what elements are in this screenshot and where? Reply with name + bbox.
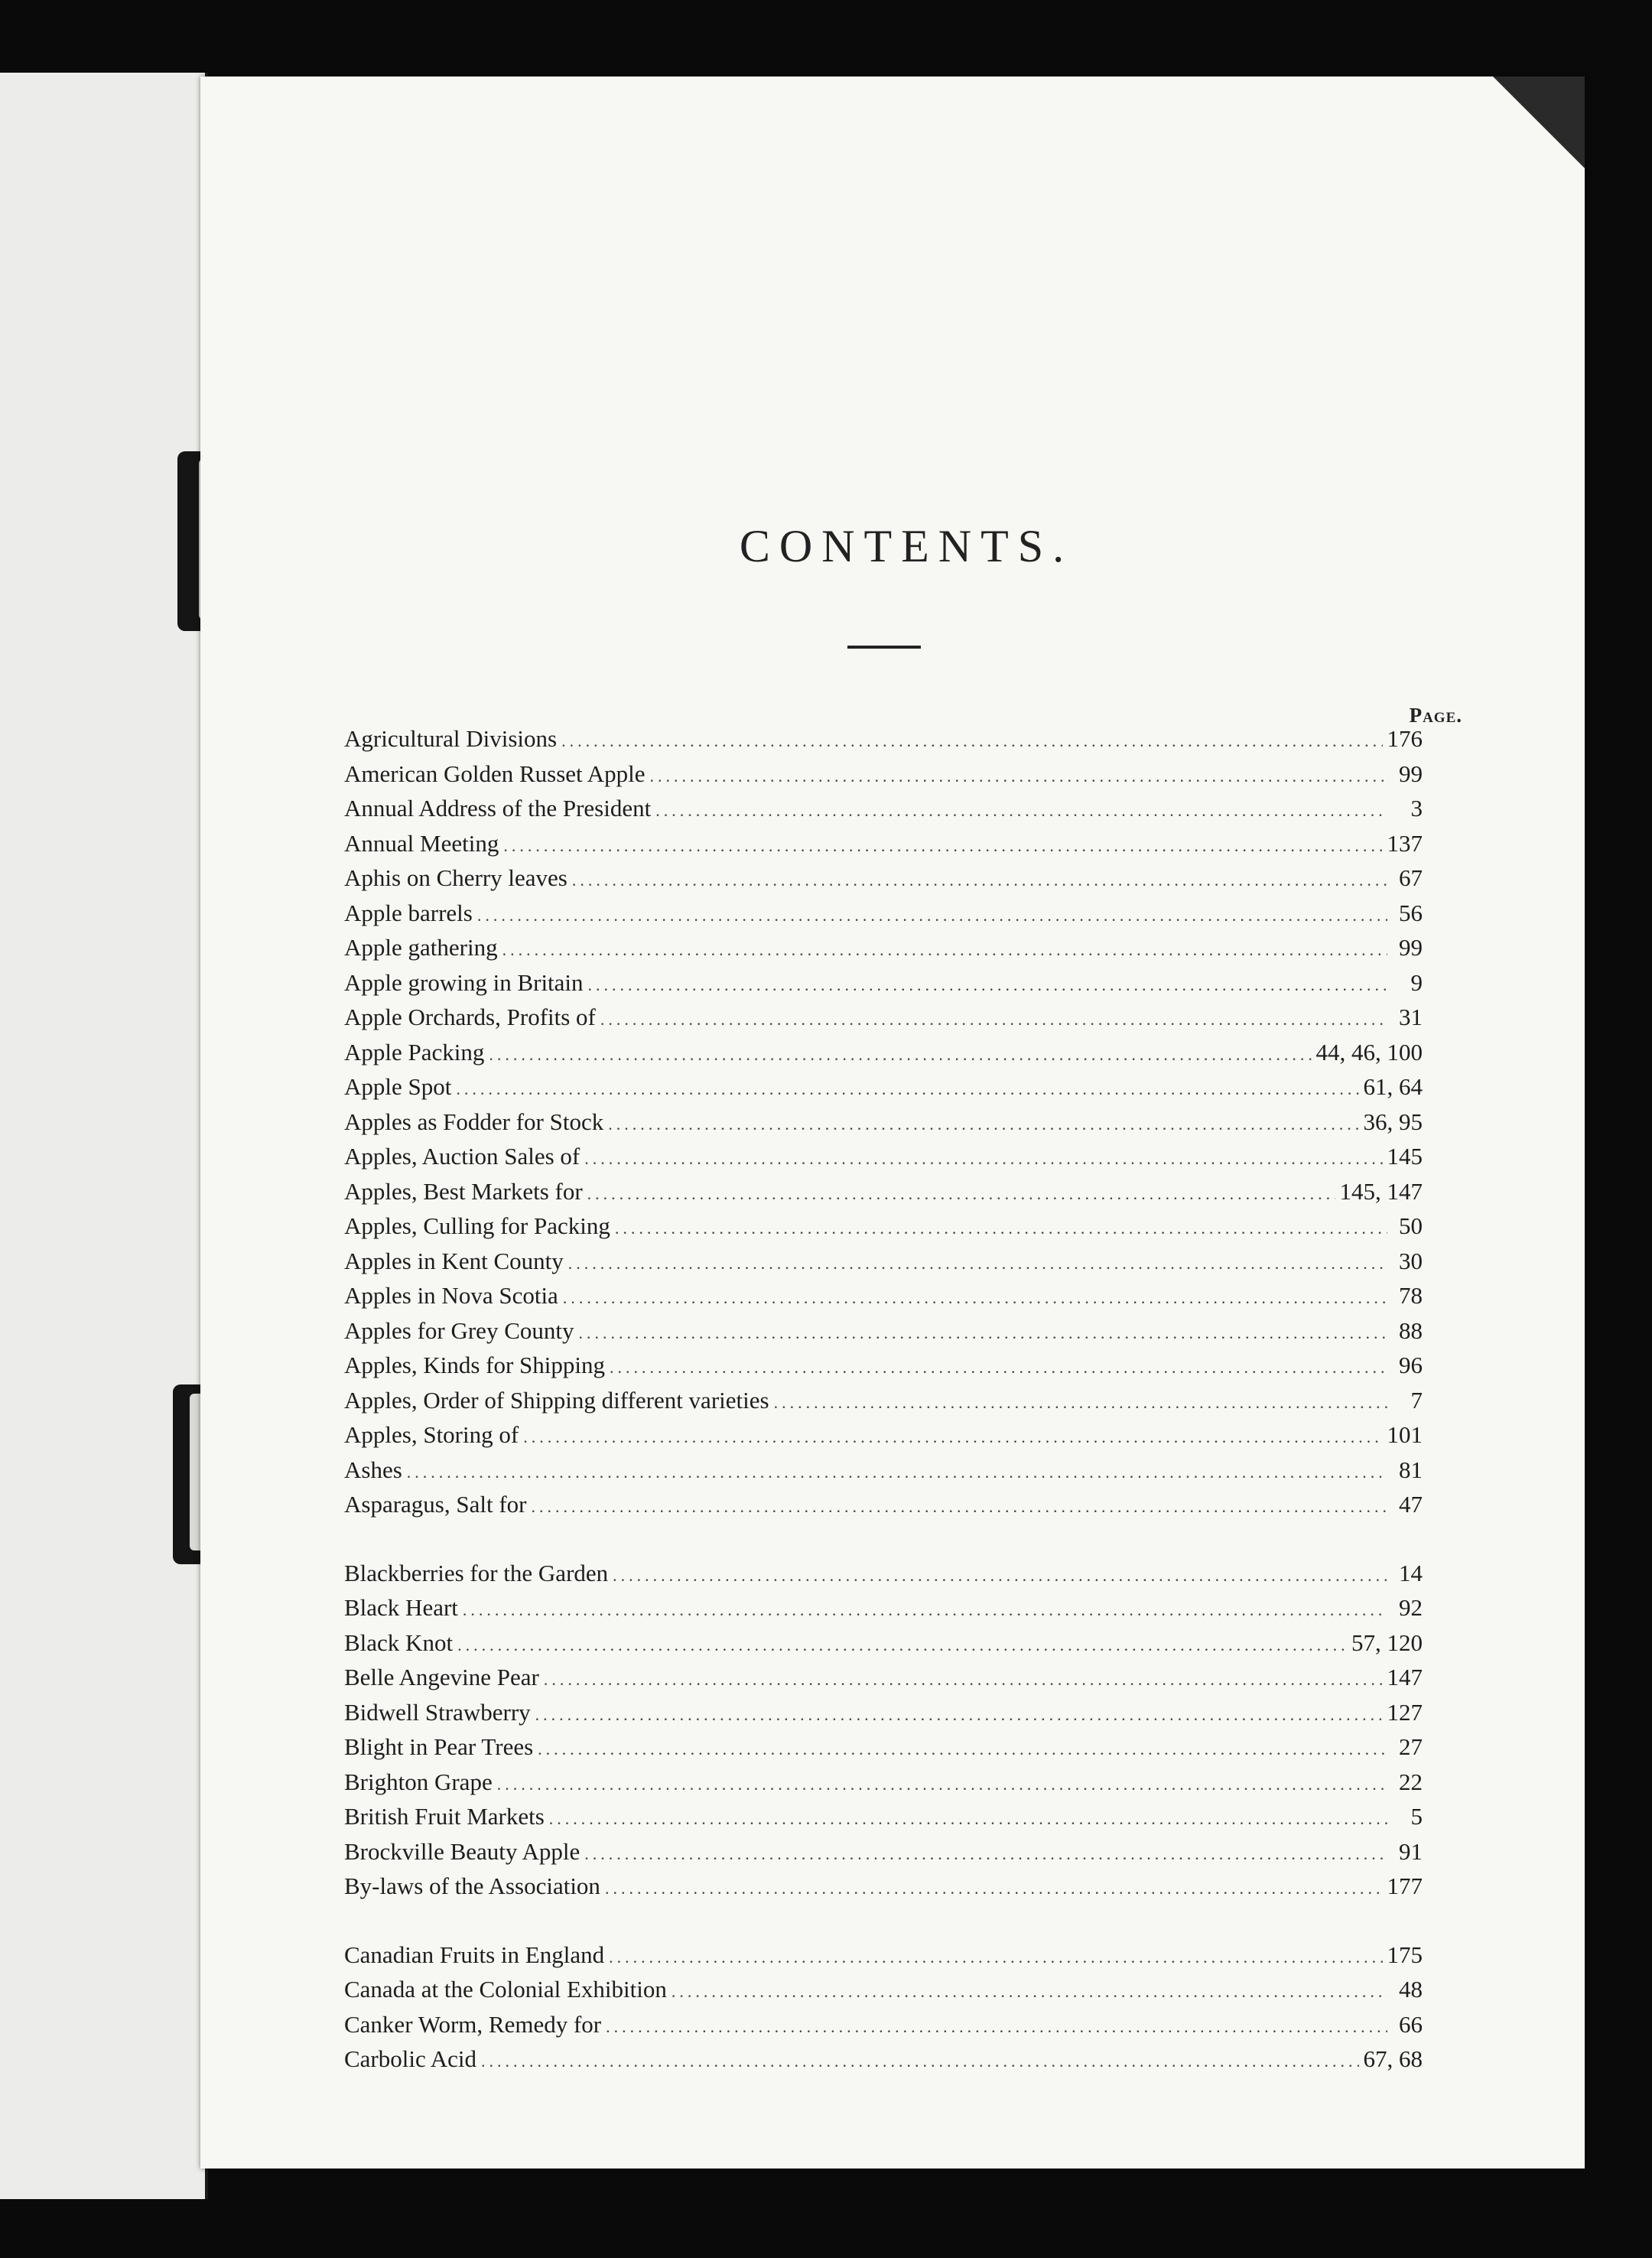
contents-entry	[344, 969, 1423, 1004]
dot-leader	[407, 1462, 1387, 1482]
contents-entry	[344, 1248, 1423, 1283]
entry-label: Apple gathering	[344, 934, 498, 961]
contents-entry	[344, 1178, 1423, 1213]
entry-label: Canada at the Colonial Exhibition	[344, 1976, 667, 2003]
facing-page-edge	[0, 73, 208, 2199]
entry-label: Ashes	[344, 1456, 402, 1483]
dot-leader	[608, 1114, 1358, 1134]
entry-page-number: 99	[1399, 760, 1423, 787]
entry-page-number: 57, 120	[1351, 1628, 1423, 1656]
entry-label: Canker Worm, Remedy for	[344, 2010, 602, 2038]
contents-group	[344, 1941, 1423, 2081]
dot-leader	[587, 1184, 1335, 1204]
entry-label: Apples, Auction Sales of	[344, 1143, 580, 1170]
entry-label: Annual Meeting	[344, 829, 499, 857]
contents-entry	[344, 1976, 1423, 2011]
contents-entry	[344, 795, 1423, 830]
entry-page-number: 101	[1387, 1421, 1423, 1448]
contents-entry	[344, 1594, 1423, 1629]
contents-entry	[344, 2011, 1423, 2046]
dot-leader	[615, 1218, 1387, 1238]
dot-leader	[572, 870, 1387, 890]
entry-page-number: 50	[1399, 1212, 1423, 1239]
contents-entry	[344, 1941, 1423, 1977]
entry-page-number: 81	[1399, 1456, 1423, 1483]
dot-leader	[606, 2017, 1387, 2037]
document-page	[200, 76, 1585, 2169]
dot-leader	[523, 1427, 1382, 1447]
contents-entry	[344, 760, 1423, 796]
entry-page-number: 48	[1399, 1976, 1423, 2003]
contents-entry	[344, 1733, 1423, 1768]
dot-leader	[605, 1879, 1383, 1898]
entry-page-number: 30	[1399, 1247, 1423, 1274]
entry-label: Apple Packing	[344, 1038, 485, 1066]
entry-page-number: 176	[1387, 725, 1423, 752]
contents-entry	[344, 1560, 1423, 1595]
entry-page-number: 66	[1399, 2010, 1423, 2038]
dot-leader	[672, 1982, 1387, 2002]
contents-entry	[344, 1699, 1423, 1734]
dot-leader	[481, 2051, 1358, 2071]
contents-entry	[344, 1803, 1423, 1838]
dot-leader	[463, 1600, 1387, 1620]
entry-label: Bidwell Strawberry	[344, 1698, 531, 1726]
entry-label: Canadian Fruits in England	[344, 1941, 605, 1968]
entry-label: Apples, Kinds for Shipping	[344, 1352, 605, 1378]
entry-label: Brockville Beauty Apple	[344, 1837, 580, 1865]
contents-entry	[344, 1838, 1423, 1873]
page-corner-shadow	[1493, 76, 1585, 168]
dot-leader	[774, 1393, 1387, 1413]
entry-label: By-laws of the Association	[344, 1872, 600, 1899]
entry-page-number: 88	[1399, 1316, 1423, 1344]
entry-page-number: 5	[1410, 1803, 1423, 1830]
contents-entry	[344, 1212, 1423, 1248]
entry-page-number: 92	[1399, 1594, 1423, 1621]
entry-label: Apples in Nova Scotia	[344, 1282, 558, 1309]
entry-label: Apples for Grey County	[344, 1316, 574, 1344]
entry-page-number: 127	[1387, 1698, 1423, 1726]
contents-group	[344, 725, 1423, 1526]
entry-label: Blackberries for the Garden	[344, 1559, 609, 1586]
dot-leader	[578, 1323, 1387, 1343]
entry-page-number: 44, 46, 100	[1315, 1038, 1423, 1066]
entry-label: British Fruit Markets	[344, 1803, 545, 1830]
entry-page-number: 7	[1410, 1386, 1423, 1414]
entry-label: Apples in Kent County	[344, 1247, 564, 1274]
contents-entry	[344, 900, 1423, 935]
entry-label: Apples, Culling for Packing	[344, 1212, 610, 1239]
entry-label: Brighton Grape	[344, 1768, 493, 1795]
contents-entry	[344, 1352, 1423, 1387]
dot-leader	[538, 1739, 1387, 1759]
entry-label: Blight in Pear Trees	[344, 1733, 534, 1760]
entry-label: Apple barrels	[344, 899, 473, 926]
entry-label: American Golden Russet Apple	[344, 760, 646, 787]
contents-entry	[344, 934, 1423, 969]
contents-entry	[344, 1387, 1423, 1422]
contents-entry	[344, 1317, 1423, 1352]
entry-page-number: 31	[1399, 1004, 1423, 1030]
entry-label: Apple growing in Britain	[344, 968, 584, 996]
contents-entry	[344, 1282, 1423, 1317]
page-title: CONTENTS.	[739, 521, 1074, 571]
dot-leader	[549, 1809, 1387, 1829]
entry-page-number: 137	[1387, 829, 1423, 857]
contents-entry	[344, 2045, 1423, 2081]
dot-leader	[584, 1149, 1382, 1169]
entry-page-number: 145, 147	[1339, 1177, 1423, 1205]
dot-leader	[600, 1010, 1387, 1030]
entry-label: Black Heart	[344, 1594, 458, 1621]
dot-leader	[477, 906, 1387, 926]
entry-label: Apples, Best Markets for	[344, 1177, 583, 1205]
contents-entry	[344, 1004, 1423, 1039]
contents-list	[344, 725, 1423, 2114]
entry-page-number: 145	[1387, 1143, 1423, 1170]
dot-leader	[584, 1844, 1387, 1864]
entry-label: Apples, Storing of	[344, 1421, 519, 1448]
entry-page-number: 9	[1410, 968, 1423, 996]
entry-page-number: 36, 95	[1363, 1108, 1423, 1135]
dot-leader	[609, 1947, 1382, 1967]
entry-page-number: 78	[1399, 1282, 1423, 1309]
entry-page-number: 91	[1399, 1837, 1423, 1865]
contents-entry	[344, 1664, 1423, 1699]
contents-group	[344, 1560, 1423, 1908]
contents-entry	[344, 1872, 1423, 1908]
entry-page-number: 56	[1399, 899, 1423, 926]
dot-leader	[610, 1358, 1387, 1378]
contents-entry	[344, 1629, 1423, 1664]
entry-page-number: 67	[1399, 864, 1423, 891]
contents-entry	[344, 725, 1423, 760]
dot-leader	[489, 1045, 1311, 1065]
page-column-heading: Page.	[1409, 704, 1462, 727]
dot-leader	[503, 836, 1382, 856]
contents-entry	[344, 830, 1423, 865]
entry-page-number: 3	[1410, 795, 1423, 822]
entry-page-number: 147	[1387, 1664, 1423, 1690]
dot-leader	[561, 731, 1382, 751]
entry-page-number: 67, 68	[1363, 2045, 1423, 2072]
contents-entry	[344, 1456, 1423, 1492]
dot-leader	[544, 1670, 1383, 1690]
contents-entry	[344, 1491, 1423, 1526]
entry-label: Agricultural Divisions	[344, 725, 558, 752]
entry-label: Apples, Order of Shipping different varieties	[344, 1386, 769, 1414]
dot-leader	[497, 1775, 1387, 1794]
dot-leader	[456, 1079, 1358, 1099]
title-rule	[847, 646, 921, 649]
entry-page-number: 61, 64	[1363, 1073, 1423, 1100]
contents-entry	[344, 1073, 1423, 1108]
entry-label: Annual Address of the President	[344, 795, 652, 822]
contents-entry	[344, 1143, 1423, 1178]
dot-leader	[588, 975, 1387, 995]
dot-leader	[568, 1254, 1387, 1274]
entry-page-number: 27	[1399, 1733, 1423, 1760]
dot-leader	[535, 1705, 1383, 1725]
dot-leader	[649, 766, 1387, 786]
dot-leader	[613, 1566, 1387, 1586]
contents-entry	[344, 864, 1423, 900]
entry-page-number: 14	[1399, 1559, 1423, 1586]
dot-leader	[531, 1497, 1387, 1517]
entry-label: Carbolic Acid	[344, 2045, 477, 2072]
contents-entry	[344, 1108, 1423, 1144]
entry-page-number: 99	[1399, 934, 1423, 961]
entry-label: Belle Angevine Pear	[344, 1664, 539, 1690]
entry-label: Apple Orchards, Profits of	[344, 1004, 596, 1030]
entry-page-number: 175	[1387, 1941, 1423, 1968]
contents-entry	[344, 1039, 1423, 1074]
dot-leader	[655, 801, 1387, 821]
dot-leader	[457, 1635, 1347, 1655]
entry-page-number: 22	[1399, 1768, 1423, 1795]
contents-entry	[344, 1768, 1423, 1804]
dot-leader	[502, 940, 1387, 960]
entry-label: Aphis on Cherry leaves	[344, 864, 567, 891]
entry-label: Black Knot	[344, 1628, 454, 1656]
entry-label: Asparagus, Salt for	[344, 1491, 527, 1518]
contents-entry	[344, 1421, 1423, 1456]
entry-page-number: 47	[1399, 1491, 1423, 1518]
dot-leader	[563, 1288, 1387, 1308]
entry-label: Apples as Fodder for Stock	[344, 1108, 604, 1135]
entry-page-number: 177	[1387, 1872, 1423, 1899]
entry-label: Apple Spot	[344, 1073, 452, 1100]
entry-page-number: 96	[1399, 1352, 1423, 1378]
